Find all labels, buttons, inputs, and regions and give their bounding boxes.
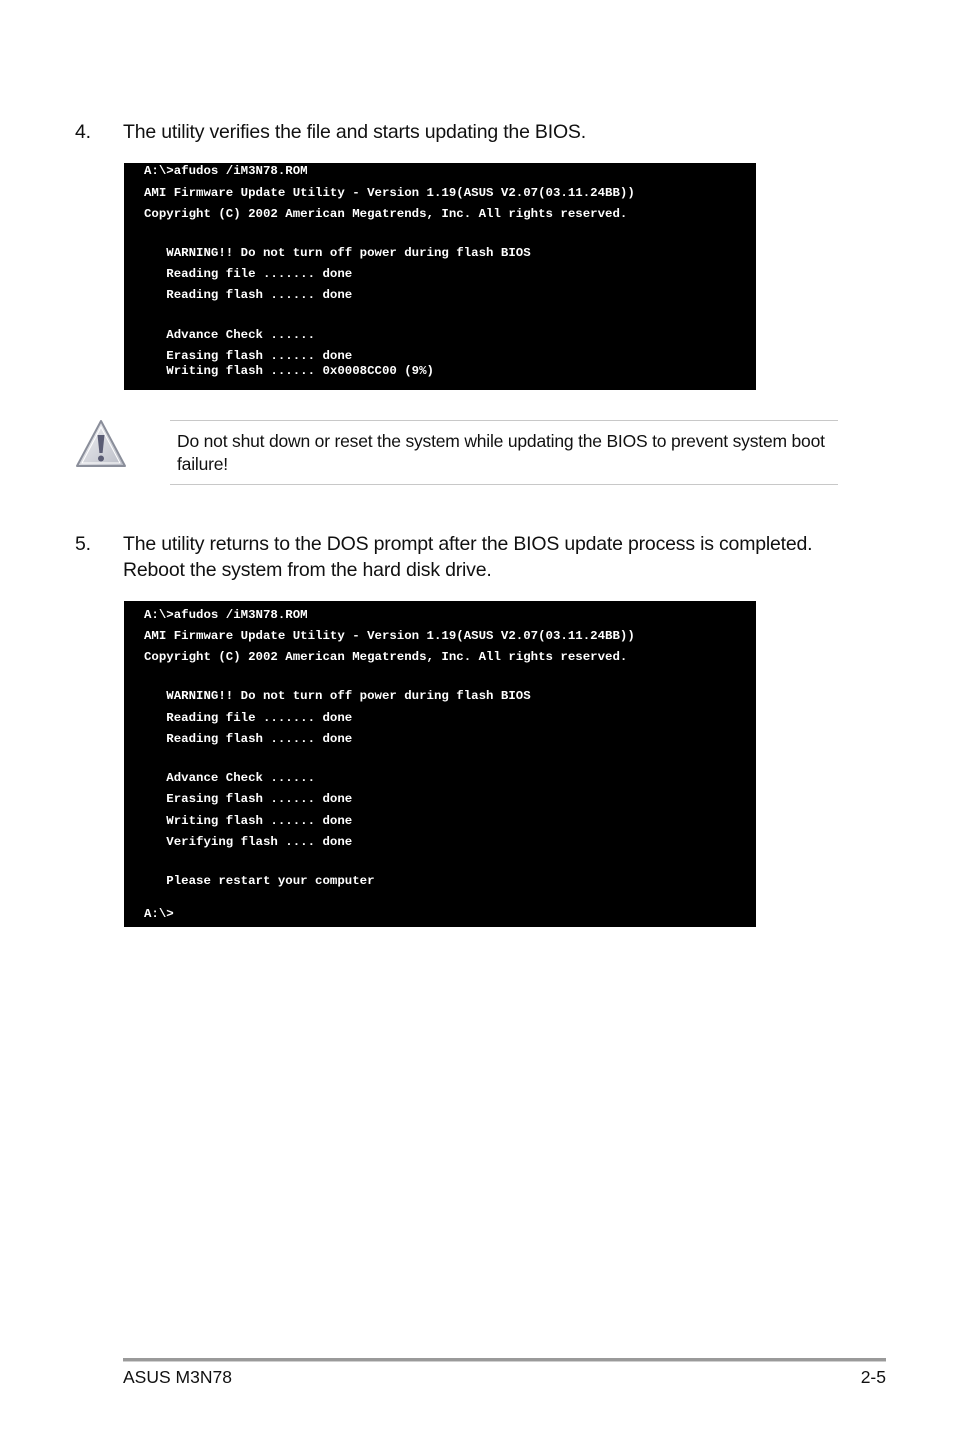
footer-product-name: ASUS M3N78 <box>123 1367 232 1387</box>
step-text: The utility verifies the file and starts updating the BIOS. <box>123 121 586 143</box>
terminal-screenshot-complete <box>124 601 756 927</box>
terminal-line: Writing flash ...... 0x0008CC00 (9%) <box>144 364 434 378</box>
terminal-line: Copyright (C) 2002 American Megatrends, Inc. All rights reserved. <box>144 650 628 664</box>
step-text: The utility returns to the DOS prompt after the BIOS update process is completed. Reboot the system from the hard disk drive. <box>123 533 813 581</box>
terminal-screenshot-progress <box>124 163 756 390</box>
terminal-line: Reading flash ...... done <box>144 732 353 746</box>
step-5 <box>75 531 865 583</box>
footer-page-number: 2-5 <box>860 1367 886 1387</box>
terminal-line: Please restart your computer <box>144 874 375 888</box>
terminal-line: Reading file ....... done <box>144 711 353 725</box>
terminal-line: Erasing flash ...... done <box>144 349 353 363</box>
terminal-line: WARNING!! Do not turn off power during flash BIOS <box>144 246 531 260</box>
terminal-line: AMI Firmware Update Utility - Version 1.19(ASUS V2.07(03.11.24BB)) <box>144 629 635 643</box>
terminal-line: WARNING!! Do not turn off power during flash BIOS <box>144 689 531 703</box>
terminal-line: AMI Firmware Update Utility - Version 1.19(ASUS V2.07(03.11.24BB)) <box>144 186 635 200</box>
terminal-line: Copyright (C) 2002 American Megatrends, Inc. All rights reserved. <box>144 207 628 221</box>
warning-triangle-icon <box>74 418 128 470</box>
terminal-line: A:\>afudos /iM3N78.ROM <box>144 164 308 178</box>
terminal-line: Reading flash ...... done <box>144 288 353 302</box>
terminal-line: Advance Check ...... <box>144 771 316 785</box>
footer-divider <box>123 1358 886 1362</box>
terminal-line: Verifying flash .... done <box>144 835 353 849</box>
step-4 <box>75 119 865 145</box>
terminal-line: Erasing flash ...... done <box>144 792 353 806</box>
terminal-line: Writing flash ...... done <box>144 814 353 828</box>
step-number: 5. <box>75 533 91 555</box>
step-number: 4. <box>75 121 91 143</box>
warning-note-text: Do not shut down or reset the system while updating the BIOS to prevent system boot failure! <box>177 431 825 474</box>
terminal-line: A:\>afudos /iM3N78.ROM <box>144 608 308 622</box>
terminal-line: Reading file ....... done <box>144 267 353 281</box>
warning-note <box>170 420 838 485</box>
terminal-line: A:\> <box>144 907 174 921</box>
terminal-line: Advance Check ...... <box>144 328 316 342</box>
